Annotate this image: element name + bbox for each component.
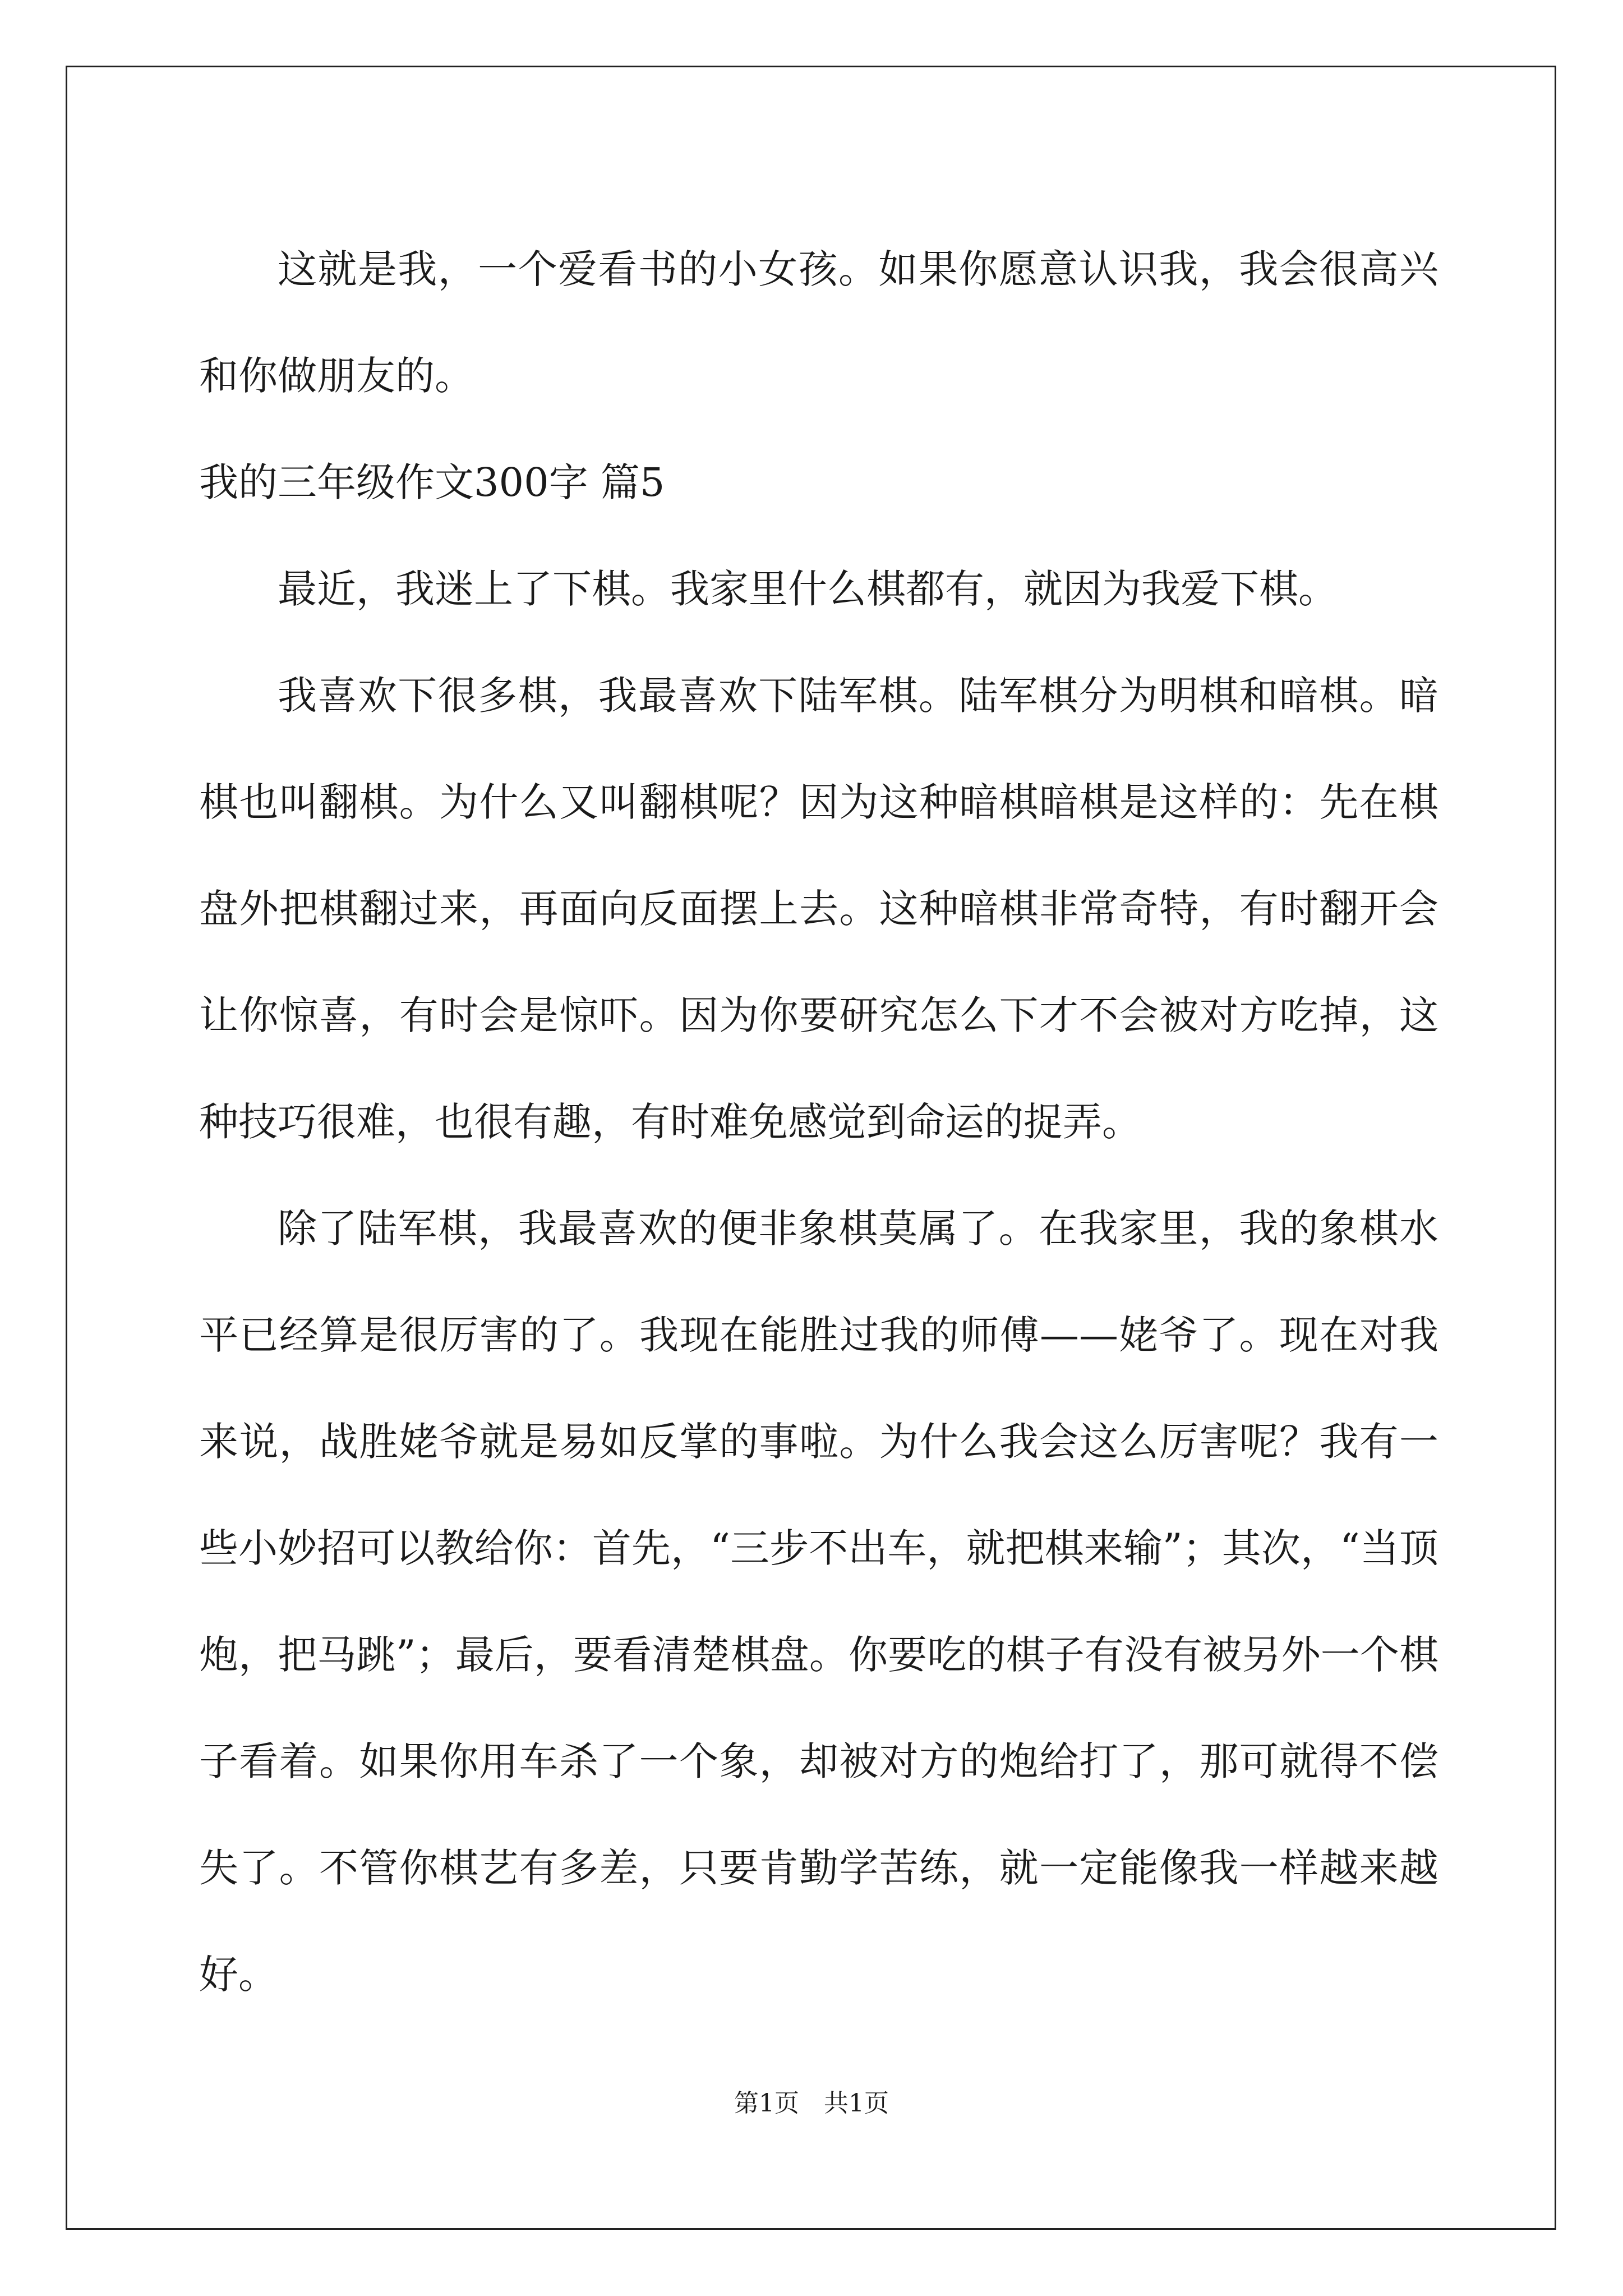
page-footer: 第1页 共1页	[734, 2089, 889, 2118]
section-heading: 我的三年级作文300字 篇5	[199, 459, 665, 505]
paragraph-intro: 最近，我迷上了下棋。我家里什么棋都有，就因为我爱下棋。	[278, 566, 1338, 612]
paragraph-xiangqi: 除了陆军棋，我最喜欢的便非象棋莫属了。在我家里，我的象棋水平已经算是很厉害的了。我现在能胜过我的师傅——姥爷了。现在对我来说，战胜姥爷就是易如反掌的事啦。为什么我会这么厉害呢？我有一些小妙招可以教给你：首先，“三步不出车，就把棋来输”；其次，“当顶炮，把马跳”；最后，要看清楚棋盘。你要吃的棋子有没有被另外一个棋子看着。如果你用车杀了一个象，却被对方的炮给打了，那可就得不偿失了。不管你棋艺有多差，只要肯勤学苦练，就一定能像我一样越来越好。	[199, 1205, 1438, 1998]
document-body	[199, 216, 1438, 2028]
paragraph-closing: 这就是我，一个爱看书的小女孩。如果你愿意认识我，我会很高兴和你做朋友的。	[199, 246, 1438, 399]
paragraph-army-chess: 我喜欢下很多棋，我最喜欢下陆军棋。陆军棋分为明棋和暗棋。暗棋也叫翻棋。为什么又叫翻棋呢？因为这种暗棋暗棋是这样的：先在棋盘外把棋翻过来，再面向反面摆上去。这种暗棋非常奇特，有时翻开会让你惊喜，有时会是惊吓。因为你要研究怎么下才不会被对方吃掉，这种技巧很难，也很有趣，有时难免感觉到命运的捉弄。	[199, 673, 1438, 1145]
